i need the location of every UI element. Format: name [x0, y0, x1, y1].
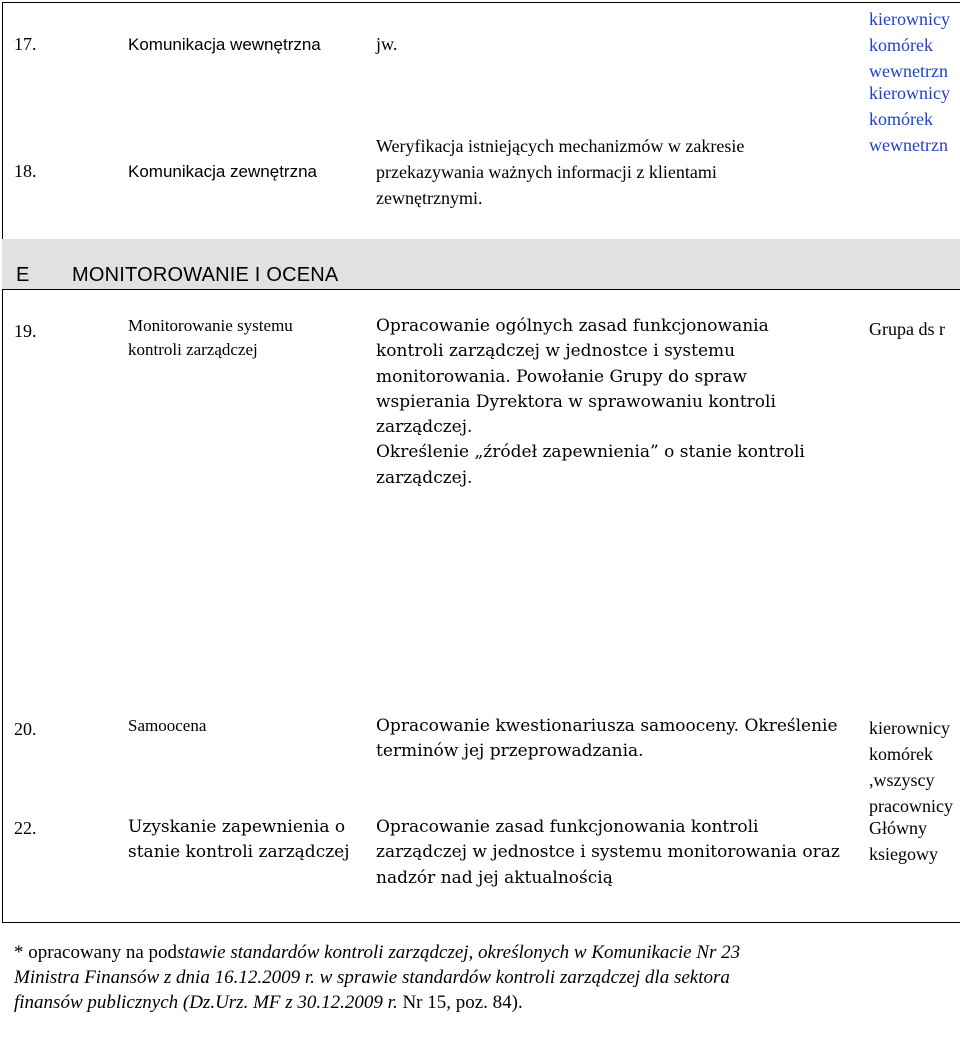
- row-20-name: Samoocena: [128, 716, 207, 735]
- row-19-number: 19.: [14, 321, 37, 341]
- row-22-responsible: Główny ksiegowy: [869, 818, 938, 864]
- section-title: MONITOROWANIE I OCENA: [72, 264, 339, 286]
- row-18-description: Weryfikacja istniejących mechanizmów w zakresie przekazywania ważnych informacji z klientami zewnętrznymi.: [376, 136, 745, 208]
- row-17-number: 17.: [14, 34, 37, 54]
- row-divider: [2, 289, 960, 290]
- row-22-number: 22.: [14, 818, 37, 838]
- footnote: [14, 940, 784, 1015]
- row-20-description: Opracowanie kwestionariusza samooceny. Określenie terminów jej przeprowadzania.: [376, 716, 838, 762]
- row-18-number: 18.: [14, 161, 37, 181]
- row-19-description: Opracowanie ogólnych zasad funkcjonowania kontroli zarządczej w jednostce i systemu monitorowania. Powołanie Grupy do spraw wspierania Dyrektora w sprawowaniu kontroli zarządczej. Określenie „źródeł zapewnienia” o stanie kontroli zarządczej.: [376, 316, 805, 488]
- row-22-description: Opracowanie zasad funkcjonowania kontroli zarządczej w jednostce i systemu monitorowania oraz nadzór nad jej aktualnością: [376, 817, 840, 888]
- footnote-tail: Nr 15, poz. 84).: [397, 992, 523, 1013]
- row-20-number: 20.: [14, 719, 37, 739]
- row-19-name: Monitorowanie systemu kontroli zarządczej: [128, 316, 293, 359]
- footnote-italic: stawie standardów kontroli zarządczej, określonych w Komunikacie Nr 23 Ministra Finansów z dnia 16.12.2009 r. w sprawie standardów kontroli zarządczej dla sektora finansów publicznych (Dz.Urz. MF z 30.12.2009 r.: [14, 942, 741, 1013]
- row-17-name: Komunikacja wewnętrzna: [128, 35, 321, 54]
- row-18-responsible: kierownicy komórek wewnetrzn: [869, 83, 950, 155]
- table-bottom-border: [2, 922, 960, 923]
- row-17-responsible: kierownicy komórek wewnetrzn: [869, 9, 950, 81]
- section-code: E: [16, 264, 30, 286]
- row-17-description: jw.: [376, 34, 398, 54]
- row-19-responsible: Grupa ds r: [869, 319, 945, 339]
- row-18-name: Komunikacja zewnętrzna: [128, 162, 317, 181]
- footnote-lead: * opracowany na pod: [14, 942, 178, 963]
- row-20-responsible: kierownicy komórek ,wszyscy pracownicy: [869, 718, 953, 816]
- row-22-name: Uzyskanie zapewnienia o stanie kontroli zarządczej: [128, 817, 350, 863]
- table-left-border: [2, 2, 3, 923]
- table-top-border: [2, 2, 960, 3]
